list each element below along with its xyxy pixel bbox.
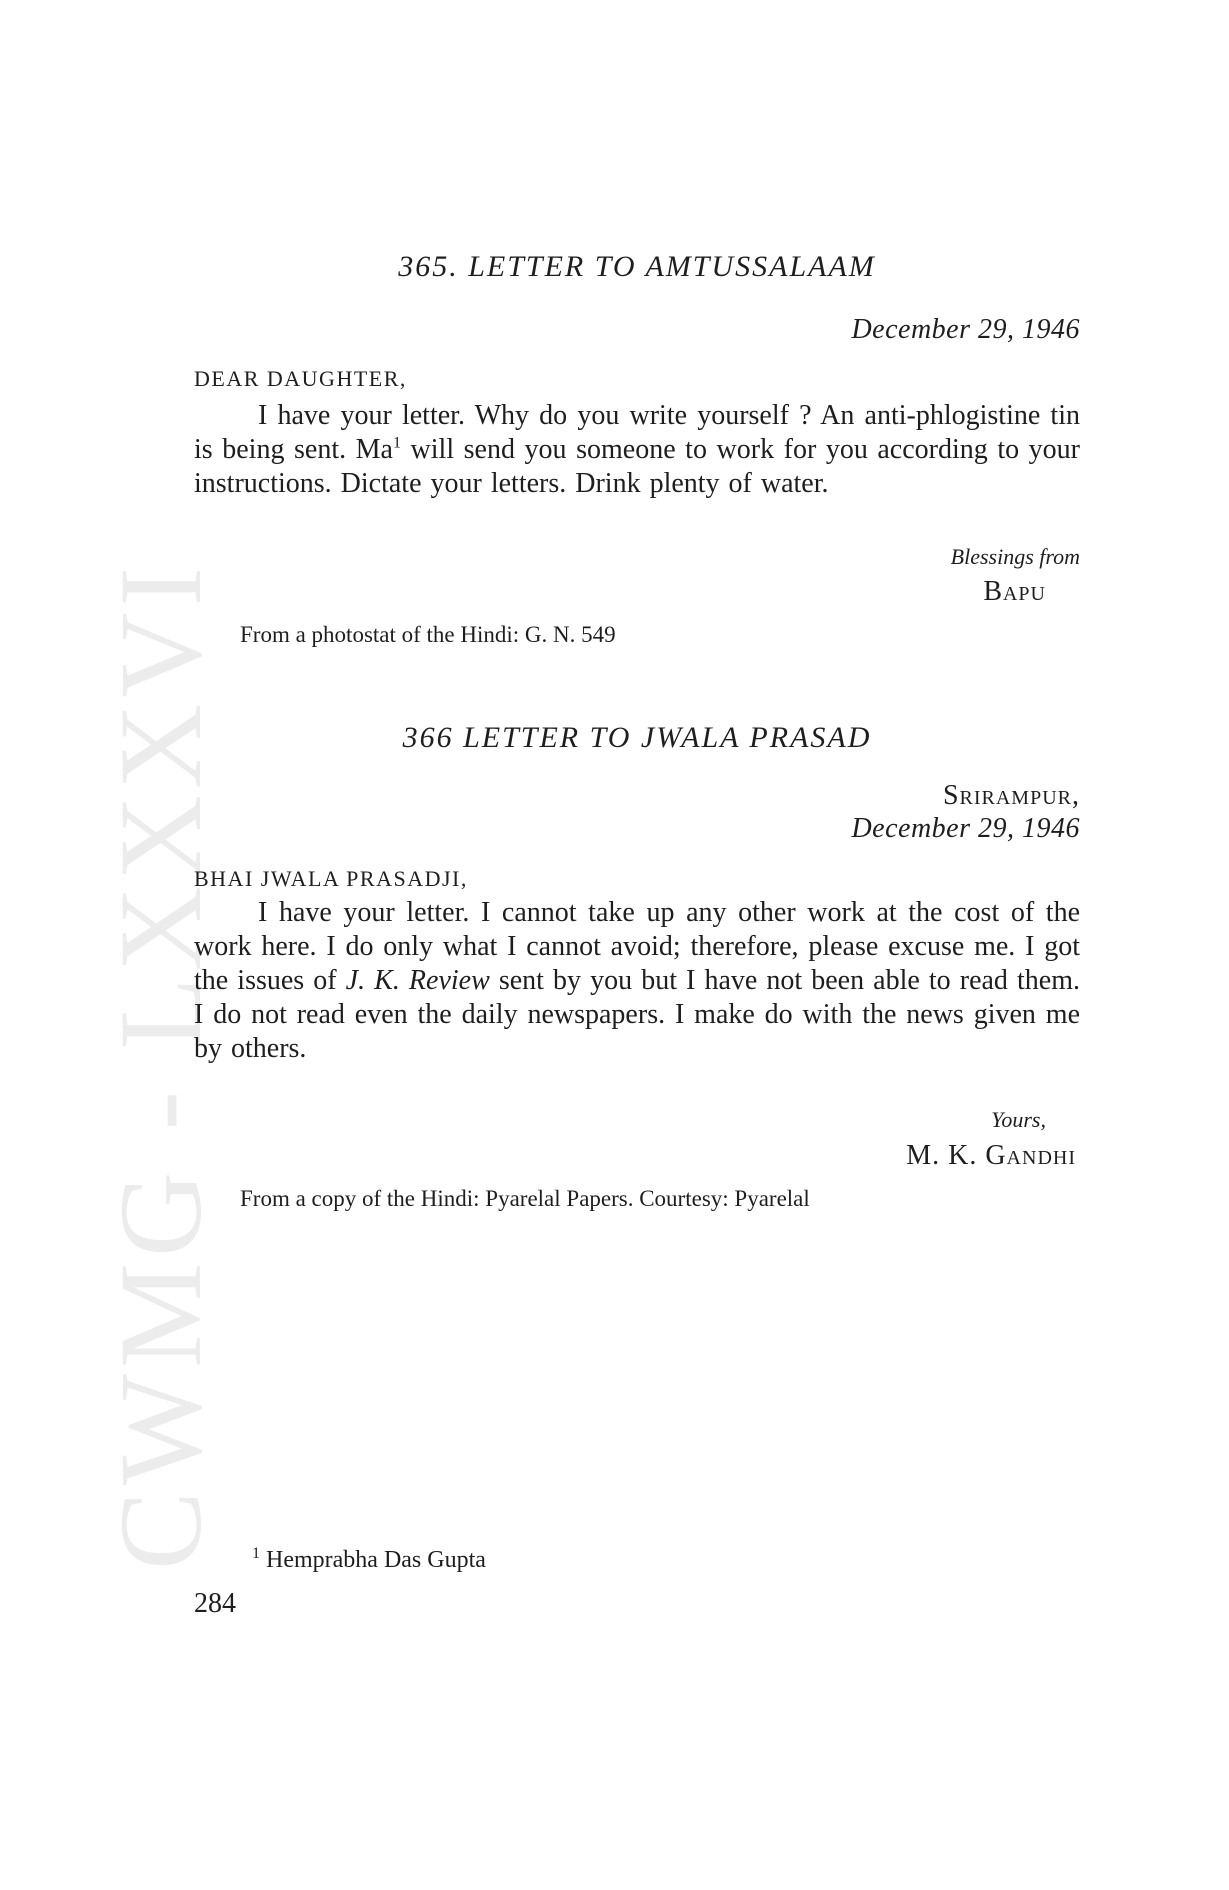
- watermark-text: CWMG - LXXXVI: [95, 561, 226, 1570]
- letter-365-heading: 365. LETTER TO AMTUSSALAAM: [398, 250, 876, 283]
- letter-365-body: [194, 399, 1080, 501]
- footnote-number: 1: [252, 1545, 260, 1562]
- letter-366-heading: 366 LETTER TO JWALA PRASAD: [402, 721, 872, 754]
- letter-366-source: From a copy of the Hindi: Pyarelal Papers. Courtesy: Pyarelal: [240, 1186, 810, 1211]
- letter-365-body-text: I have your letter. Why do you write yourself ? An anti-phlogistine tin is being sent. Ma: [194, 400, 1080, 465]
- letter-365-source: From a photostat of the Hindi: G. N. 549: [240, 622, 616, 647]
- page-number: 284: [194, 1588, 236, 1619]
- letter-365-date: December 29, 1946: [851, 314, 1080, 345]
- letter-366-place: Srirampur,: [942, 780, 1080, 811]
- letter-365-salutation: DEAR DAUGHTER,: [194, 366, 407, 391]
- letter-365-body-rest: will send you someone to work for you according to your instructions. Dictate your letters. Drink plenty of water.: [194, 434, 1080, 499]
- letter-365-signature: Bapu: [983, 576, 1046, 607]
- letter-365-closing: Blessings from: [950, 544, 1080, 569]
- footnote-text: Hemprabha Das Gupta: [266, 1547, 486, 1573]
- letter-366-salutation: BHAI JWALA PRASADJI,: [194, 866, 468, 891]
- letter-366-body: [194, 896, 1080, 1066]
- letter-366-body-italic: J. K. Review: [345, 965, 490, 996]
- letter-366-closing: Yours,: [991, 1107, 1046, 1132]
- letter-366-body-part-1: I have your letter. I cannot take up any other work at the cost of the work here. I do only what I cannot avoid; therefore, please excuse me. I got the issues of: [194, 897, 1080, 996]
- footnote: [252, 1547, 486, 1574]
- footnote-marker: 1: [392, 434, 401, 452]
- letter-366-signature: M. K. Gandhi: [906, 1140, 1076, 1171]
- letter-366-body-part-2: sent by you but I have not been able to read them. I do not read even the daily newspapers. I make do with the news given me by others.: [194, 965, 1080, 1064]
- letter-366-date: December 29, 1946: [851, 813, 1080, 844]
